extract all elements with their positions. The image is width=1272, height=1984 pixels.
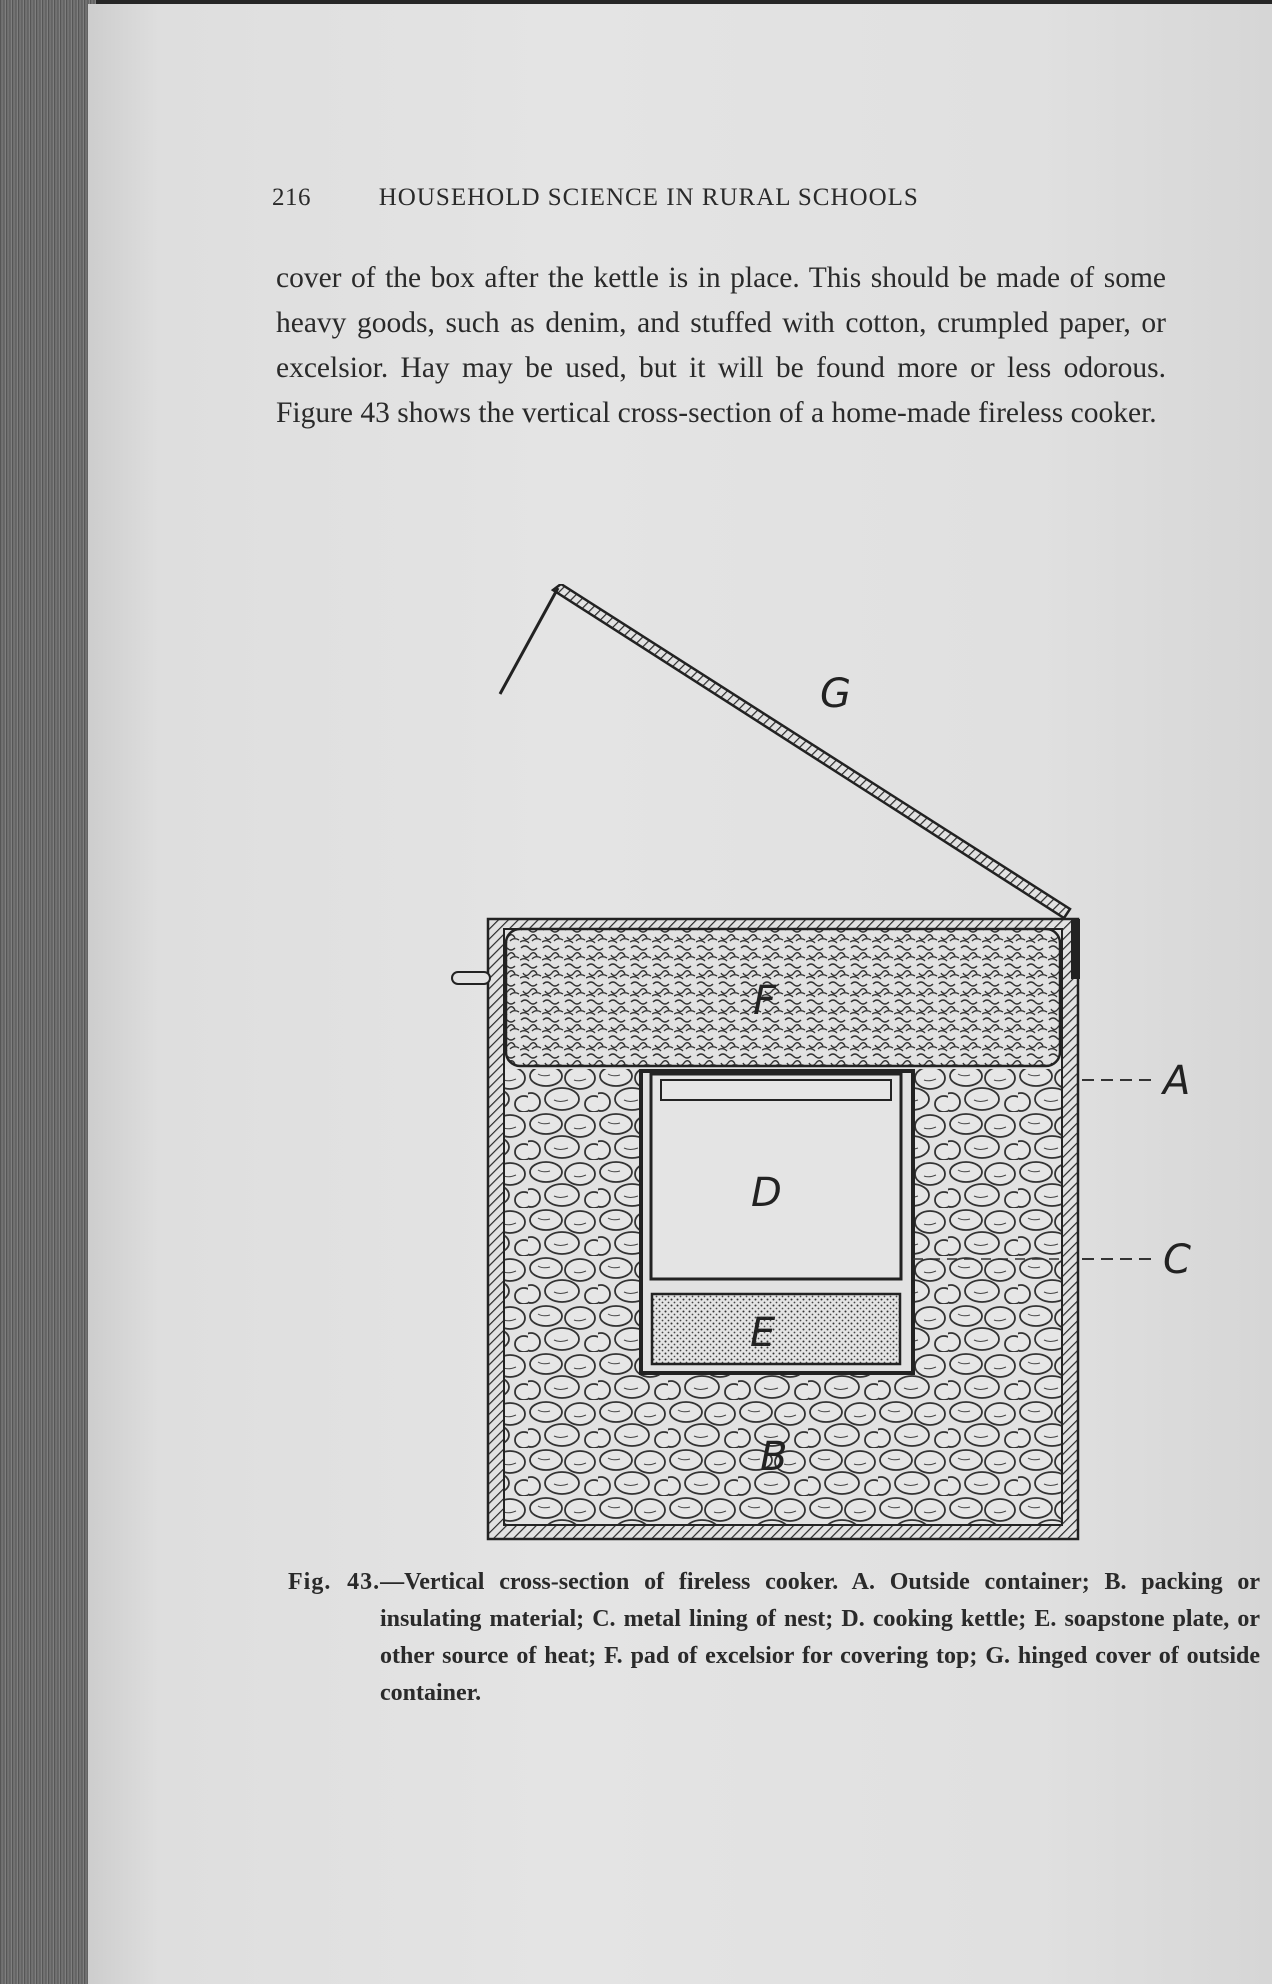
figure-caption: [288, 1564, 1260, 1712]
excelsior-pad-f: [506, 929, 1060, 1066]
label-a: A: [1163, 1058, 1191, 1104]
label-d: D: [751, 1170, 782, 1216]
page-number: 216: [272, 184, 311, 211]
label-b: B: [760, 1434, 788, 1480]
fireless-cooker-figure: [388, 584, 1208, 1544]
running-title: HOUSEHOLD SCIENCE IN RURAL SCHOOLS: [378, 184, 919, 211]
body-paragraph: cover of the box after the kettle is in place. This should be made of some heavy goods, such as denim, and stuffed with cotton, crumpled paper, or excelsior. Hay may be used, but it will be found more or less odorous. Figure 43 shows the vertical cross-section of a home-made fireless cooker.: [276, 262, 1166, 429]
label-e: E: [750, 1310, 776, 1356]
book-page: [88, 4, 1272, 1984]
caption-text: —Vertical cross-section of fireless cooker. A. Outside container; B. packing or insulating material; C. metal lining of nest; D. cooking kettle; E. soapstone plate, or other source of heat; F. pad of excelsior for covering top; G. hinged cover of outside container.: [380, 1569, 1260, 1706]
page-edges: [0, 0, 96, 1984]
label-g: G: [820, 671, 851, 717]
hinged-cover-g: [500, 584, 1070, 918]
running-head: [272, 184, 1152, 212]
label-c: C: [1163, 1237, 1191, 1283]
label-f: F: [753, 978, 777, 1024]
soapstone-plate-e: [652, 1294, 900, 1364]
figure-number: Fig. 43.: [288, 1569, 381, 1595]
